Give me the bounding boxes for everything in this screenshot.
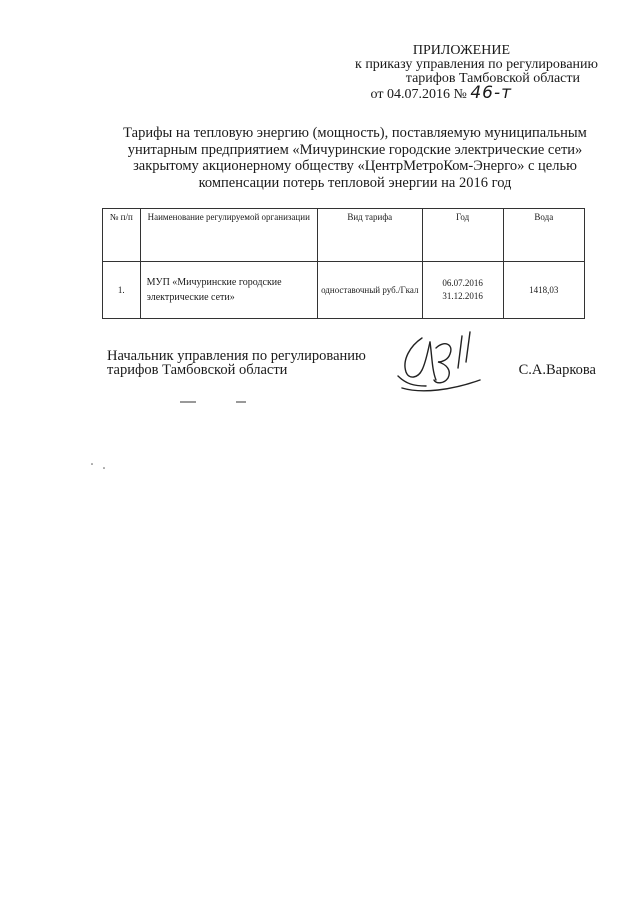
signer-name: С.А.Варкова [518,362,596,378]
header-year: Год [422,209,503,262]
period-start: 06.07.2016 [442,278,483,288]
header-tariff-type: Вид тарифа [317,209,422,262]
period-end: 31.12.2016 [442,291,483,301]
cell-tariff-type: одноставочный руб./Гкал [317,262,422,319]
cell-organization: МУП «Мичуринские городские электрические сети» [140,262,317,319]
header-organization: Наименование регулируемой организации [140,209,317,262]
appendix-line-authority: тарифов Тамбовской области [405,71,580,86]
signer-position-line2: тарифов Тамбовской области [107,362,288,378]
order-number-handwritten: 46-т [470,83,512,103]
appendix-title: ПРИЛОЖЕНИЕ [412,43,510,58]
signer-position-line1: Начальник управления по регулированию [107,348,366,364]
order-date: от 04.07.2016 № [370,87,467,102]
header-water: Вода [503,209,584,262]
header-number: № п/п [103,209,141,262]
cell-number: 1. [103,262,141,319]
document-title: Тарифы на тепловую энергию (мощность), поставляемую муниципальным унитарным предприятием «Мичуринские городские электрические сети» закрытому акционерному обществу «ЦентрМетроКом-Энерго» с целью компенсации потерь тепловой энергии на 2016 год [123,125,587,191]
cell-water-tariff: 1418,03 [503,262,584,319]
appendix-line-order: к приказу управления по регулированию [355,57,598,72]
